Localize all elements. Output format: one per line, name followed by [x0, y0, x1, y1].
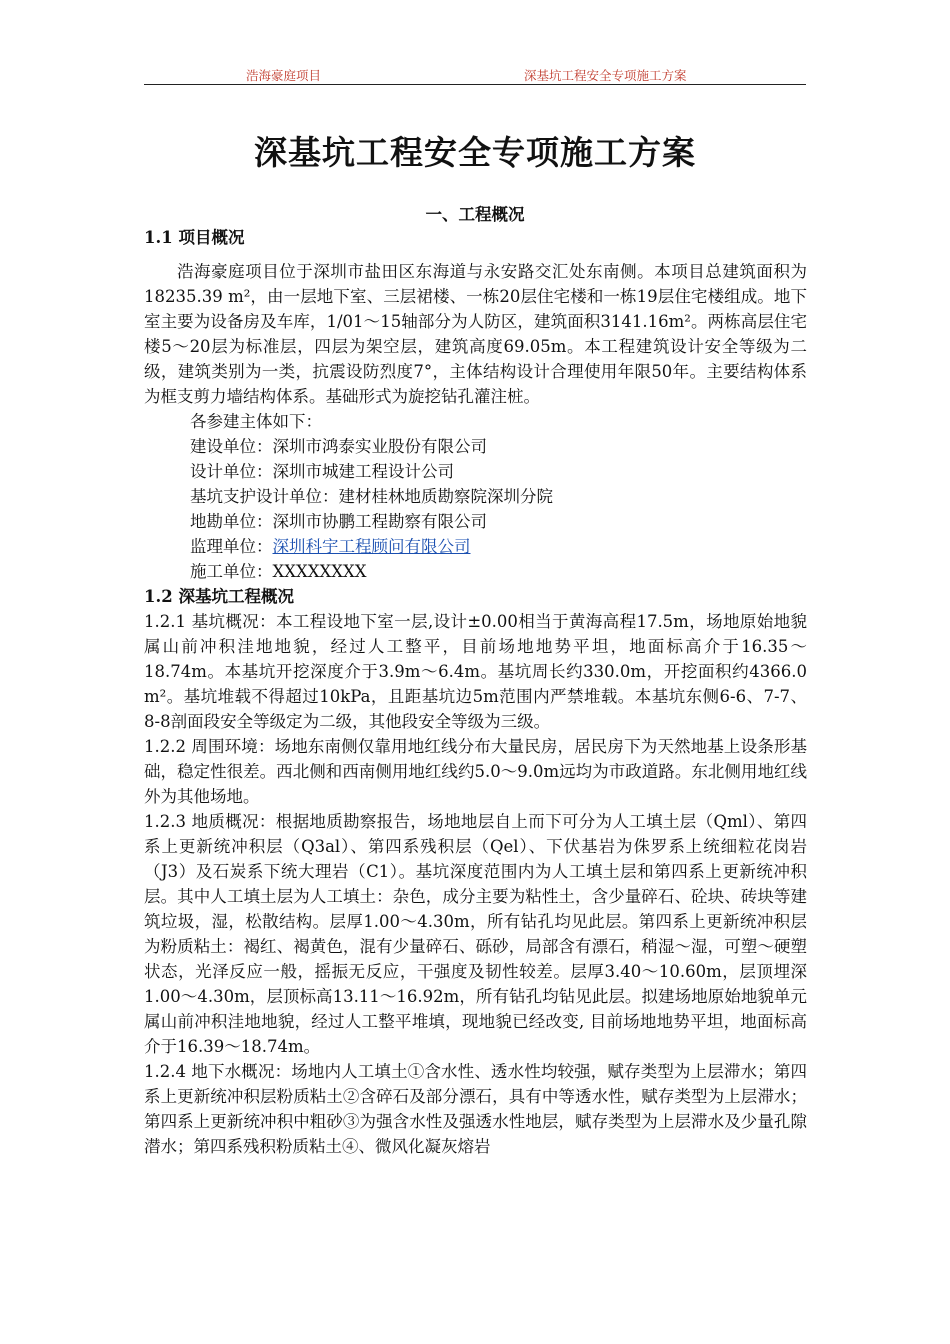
participant-value: 深圳市协鹏工程勘察有限公司: [272, 512, 487, 531]
heading-1-2: 1.2 深基坑工程概况: [144, 587, 294, 606]
page-header: [144, 64, 806, 85]
document-title: 深基坑工程安全专项施工方案: [254, 133, 696, 172]
participant-designer: [144, 459, 807, 484]
participant-label: 地勘单位：: [190, 512, 273, 531]
groundwater-paragraph: 1.2.4 地下水概况：场地内人工填土①含水性、透水性均较强，赋存类型为上层滞水；第四系上更新统冲积层粉质粘土②含碎石及部分漂石，具有中等透水性，赋存类型为上层滞水；第四系上更新统冲积中粗砂③为强含水性及强透水性地层，赋存类型为上层滞水及少量孔隙潜水；第四系残积粉质粘土④、微风化凝灰熔岩: [144, 1062, 807, 1156]
supervisor-link[interactable]: 深圳科宇工程顾问有限公司: [272, 537, 471, 556]
header-project-name: 浩海豪庭项目: [246, 68, 322, 83]
participant-value: XXXXXXXX: [272, 562, 367, 581]
participant-contractor: [144, 559, 807, 584]
participant-value: 深圳市鸿泰实业股份有限公司: [272, 437, 487, 456]
participants-intro: 各参建主体如下：: [190, 412, 322, 431]
surroundings-paragraph: 1.2.2 周围环境：场地东南侧仅靠用地红线分布大量民房，居民房下为天然地基上设条形基础，稳定性很差。西北侧和西南侧用地红线约5.0～9.0m远均为市政道路。东北侧用地红线外为其他场地。: [144, 737, 807, 806]
participant-owner: [144, 434, 807, 459]
document-body: [144, 225, 807, 1159]
participant-supervisor: [144, 534, 807, 559]
participant-label: 施工单位：: [190, 562, 273, 581]
geology-paragraph: 1.2.3 地质概况：根据地质勘察报告，场地地层自上而下可分为人工填土层（Qml）、第四系上更新统冲积层（Q3al）、第四系残积层（Qel）、下伏基岩为侏罗系上统细粒花岗岩（J3）及石炭系下统大理岩（C1）。基坑深度范围内为人工填土层和第四系上更新统冲积层。其中人工填土层为人工填土：杂色，成分主要为粘性土，含少量碎石、砼块、砖块等建筑垃圾，湿，松散结构。层厚1.00～4.30m，所有钻孔均见此层。第四系上更新统冲积层为粉质粘土：褐红、褐黄色，混有少量碎石、砾砂，局部含有漂石，稍湿～湿，可塑～硬塑状态，光泽反应一般，摇振无反应，干强度及韧性较差。层厚3.40～10.60m，层顶埋深1.00～4.30m，层顶标高13.11～16.92m，所有钻孔均钻见此层。拟建场地原始地貌单元属山前冲积洼地地貌，经过人工整平堆填，现地貌已经改变, 目前场地地势平坦，地面标高介于16.39～18.74m。: [144, 812, 807, 1056]
pit-overview-paragraph: 1.2.1 基坑概况：本工程设地下室一层,设计±0.00相当于黄海高程17.5m，场地原始地貌属山前冲积洼地地貌，经过人工整平，目前场地地势平坦，地面标高介于16.35～18.74m。本基坑开挖深度介于3.9m～6.4m。基坑周长约330.0m，开挖面积约4366.0 m²。基坑堆载不得超过10kPa，且距基坑边5m范围内严禁堆载。本基坑东侧6-6、7-7、8-8剖面段安全等级定为二级，其他段安全等级为三级。: [144, 612, 807, 731]
participant-label: 监理单位：: [190, 537, 273, 556]
participant-label: 设计单位：: [190, 462, 273, 481]
participant-label: 基坑支护设计单位：: [190, 487, 339, 506]
section-title: 一、工程概况: [425, 205, 525, 224]
participant-pit-support-designer: [144, 484, 807, 509]
project-overview-paragraph: 浩海豪庭项目位于深圳市盐田区东海道与永安路交汇处东南侧。本项目总建筑面积为18235.39 m²，由一层地下室、三层裙楼、一栋20层住宅楼和一栋19层住宅楼组成。地下室主要为设备房及车库，1/01～15轴部分为人防区，建筑面积3141.16m²。两栋高层住宅楼5～20层为标准层，四层为架空层，建筑高度69.05m。本工程建筑设计安全等级为二级，建筑类别为一类，抗震设防烈度7°，主体结构设计合理使用年限50年。主要结构体系为框支剪力墙结构体系。基础形式为旋挖钻孔灌注桩。: [144, 262, 807, 406]
participant-value: 建材桂林地质勘察院深圳分院: [338, 487, 553, 506]
participant-survey: [144, 509, 807, 534]
participant-value: 深圳市城建工程设计公司: [272, 462, 454, 481]
header-document-name: 深基坑工程安全专项施工方案: [524, 68, 687, 83]
heading-1-1: 1.1 项目概况: [144, 228, 245, 247]
participant-label: 建设单位：: [190, 437, 273, 456]
